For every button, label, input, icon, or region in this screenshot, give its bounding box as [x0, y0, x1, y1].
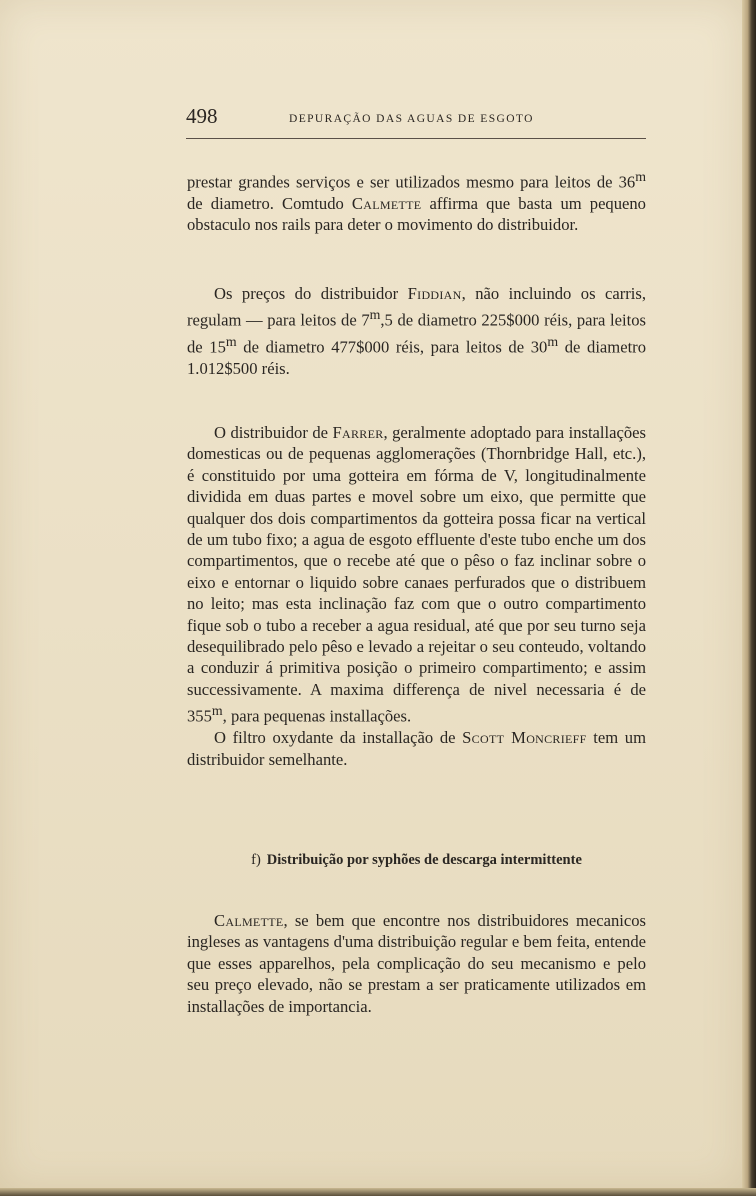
page-edge-bottom	[0, 1188, 756, 1196]
author-name: Calmette	[351, 193, 422, 213]
paragraph-5: Calmette, se bem que encontre nos distribuidores mecanicos ingleses as vantagens d'uma distribuição regular e bem feita, entende que esses apparelhos, pela complicação do seu mecanismo e pelo seu preço elevado, não se prestam a ser praticamente utilizados em installações de importancia.	[187, 911, 646, 1016]
section-heading	[187, 852, 646, 869]
paragraph-3: O distribuidor de Farrer, geralmente adoptado para installações domesticas ou de pequenas agglomerações (Thornbridge Hall, etc.), é constituido por uma gotteira em fórma de V, longitudinalmente dividida em duas partes e movel sobre um eixo, que permitte que qualquer dos dois compartimentos da gotteira possa ficar na vertical de um tubo fixo; a agua de esgoto effluente d'este tubo enche um dos compartimentos, que o recebe até que o pêso o faz inclinar sobre o eixo e entornar o liquido sobre canaes perfurados que o distribuem no leito; mas esta inclinação faz com que o outro compartimento fique sob o tubo a receber a agua residual, até que por seu turno seja desequilibrado pelo pêso e levado a rejeitar o seu conteudo, voltando a conduzir á primitiva posição o primeiro compartimento; e assim successivamente. A maxima differença de nivel necessaria é de 355$^m$, para pequenas installações. O filtro oxydante da installação de Scott Moncrieff tem um distribuidor semelhante.	[187, 423, 647, 769]
author-name: Scott Moncrieff	[462, 728, 587, 748]
author-name: Calmette	[214, 911, 284, 930]
running-title: DEPURAÇÃO DAS AGUAS DE ESGOTO	[289, 113, 534, 125]
author-name: Fiddian	[407, 284, 462, 303]
page-number: 498	[186, 104, 218, 128]
section-label: f)	[251, 852, 261, 868]
paragraph-1: prestar grandes serviços e ser utilizados mesmo para leitos de 36$^m$ de diametro. Comtudo Calmette affirma que basta um pequeno obstaculo nos rails para deter o movimento do distribuidor.	[187, 169, 646, 235]
author-name: Farrer	[332, 423, 384, 442]
page-header	[186, 104, 646, 139]
page-edge-right	[742, 0, 756, 1196]
paragraph-2: Os preços do distribuidor Fiddian, não incluindo os carris, regulam — para leitos de 7$^m$,5 de diametro 225$000 réis, para leitos de 15$^m$ de diametro 477$000 réis, para leitos de 30$^m$ de diametro 1.012$500 réis.	[187, 284, 647, 379]
section-title: Distribuição por syphões de descarga intermittente	[266, 852, 582, 868]
